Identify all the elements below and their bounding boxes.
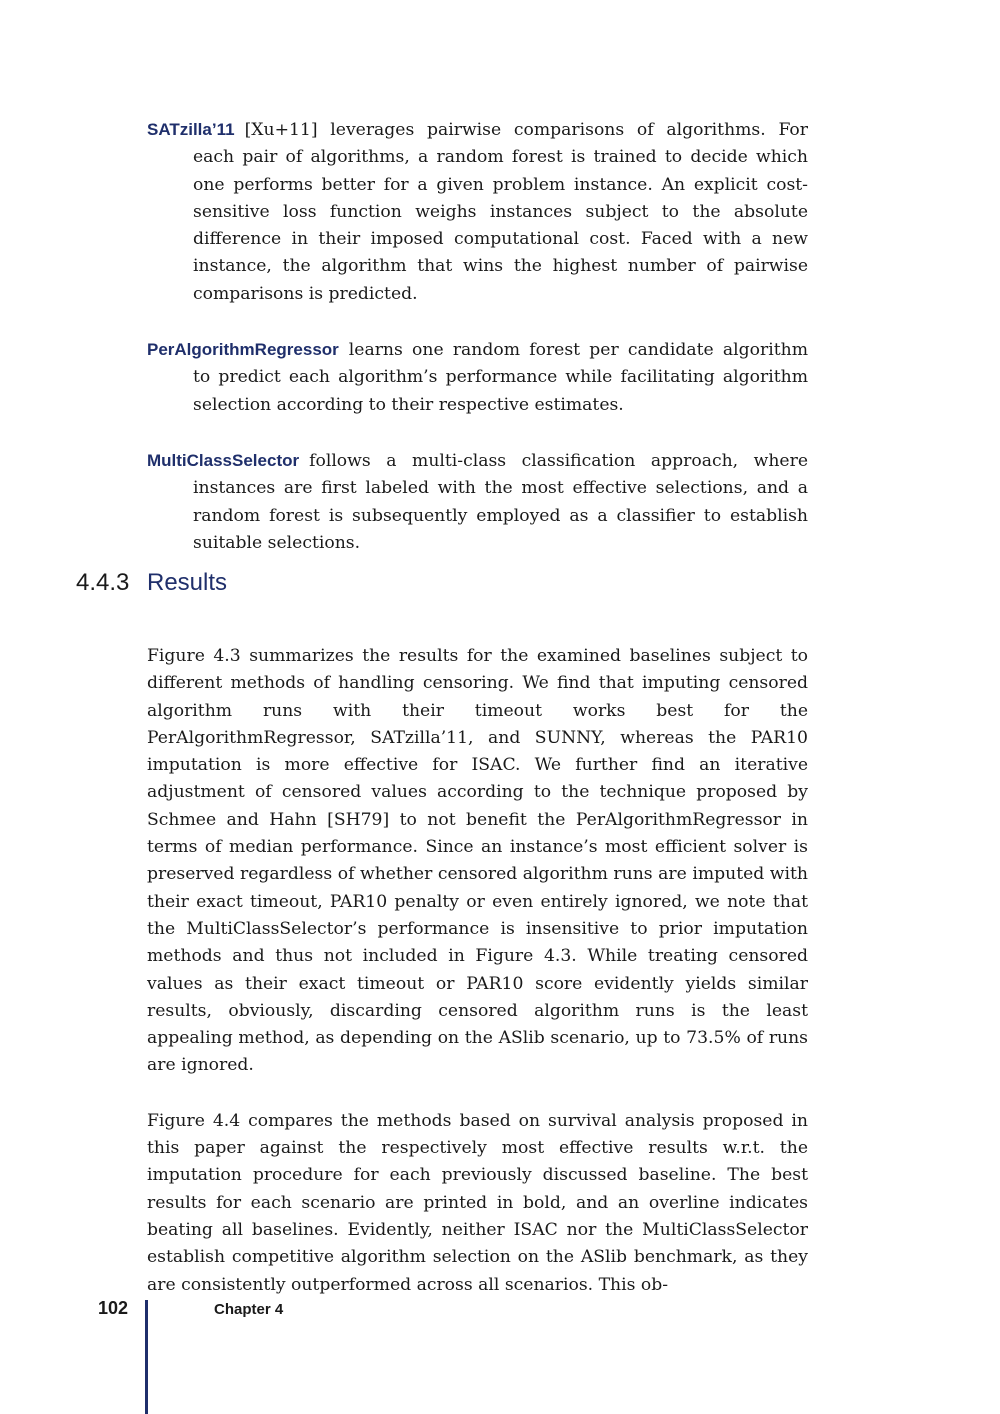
paragraph: Figure 4.3 summarizes the results for the examined baselines subject to different methods of handling censoring. We find that imputing censored algorithm runs with their timeout works best for the PerAlgorithmRegressor, SATzilla’11, and SUNNY, whereas the PAR10 imputation is more effective for ISAC. We further find an iterative adjustment of censored values according to the technique proposed by Schmee and Hahn [SH79] to not benefit the PerAlgorithmRegressor in terms of median performance. Since an instance’s most efficient solver is preserved regardless of whether censored algorithm runs are imputed with their exact timeout, PAR10 penalty or even entirely ignored, we note that the MultiClassSelector’s performance is insensitive to prior imputation methods and thus not included in Figure 4.3. While treating censored values as their exact timeout or PAR10 score evidently yields similar results, obviously, discarding censored algorithm runs is the least appealing method, as depending on the ASlib scenario, up to 73.5% of runs are ignored. (147, 646, 808, 1076)
definition-text: [Xu+11] leverages pairwise comparisons of algorithms. For each pair of algorithms, a random forest is trained to decide which one performs better for a given problem instance. An explicit cost-sensitive loss function weighs instances subject to the absolute difference in their imposed computational cost. Faced with a new instance, the algorithm that wins the highest number of pairwise comparisons is predicted. (193, 120, 808, 304)
definition-item-peralgorithmregressor (147, 336, 808, 419)
paragraph: Figure 4.4 compares the methods based on survival analysis proposed in this paper against the respectively most effective results w.r.t. the imputation procedure for each previously discussed baseline. The best results for each scenario are printed in bold, and an overline indicates beating all baselines. Evidently, neither ISAC nor the MultiClassSelector establish competitive algorithm selection on the ASlib benchmark, as they are consistently outperformed across all scenarios. This ob- (147, 1110, 808, 1295)
page-number: 102 (98, 1298, 129, 1318)
definition-text: learns one random forest per candidate algorithm to predict each algorithm’s performance while facilitating algorithm selection according to their respective estimates. (193, 340, 808, 415)
section-title: Results (147, 569, 228, 596)
definition-term: SATzilla’11 (147, 120, 235, 139)
definition-item-satzilla (147, 116, 808, 308)
definition-list (147, 116, 808, 585)
definition-term: MultiClassSelector (147, 450, 300, 470)
definition-text: follows a multi-class classification approach, where instances are first labeled with the most effective selections, and a random forest is subsequently employed as a classifier to establish suitable selections. (193, 450, 808, 553)
footer-divider (145, 1300, 148, 1414)
definition-term: PerAlgorithmRegressor (147, 340, 339, 360)
section-heading (76, 566, 227, 600)
body-text (147, 643, 808, 1327)
definition-item-multiclassselector (147, 447, 808, 557)
chapter-label: Chapter 4 (214, 1301, 284, 1318)
section-number: 4.4.3 (76, 569, 130, 596)
page-footer (0, 1296, 1000, 1414)
